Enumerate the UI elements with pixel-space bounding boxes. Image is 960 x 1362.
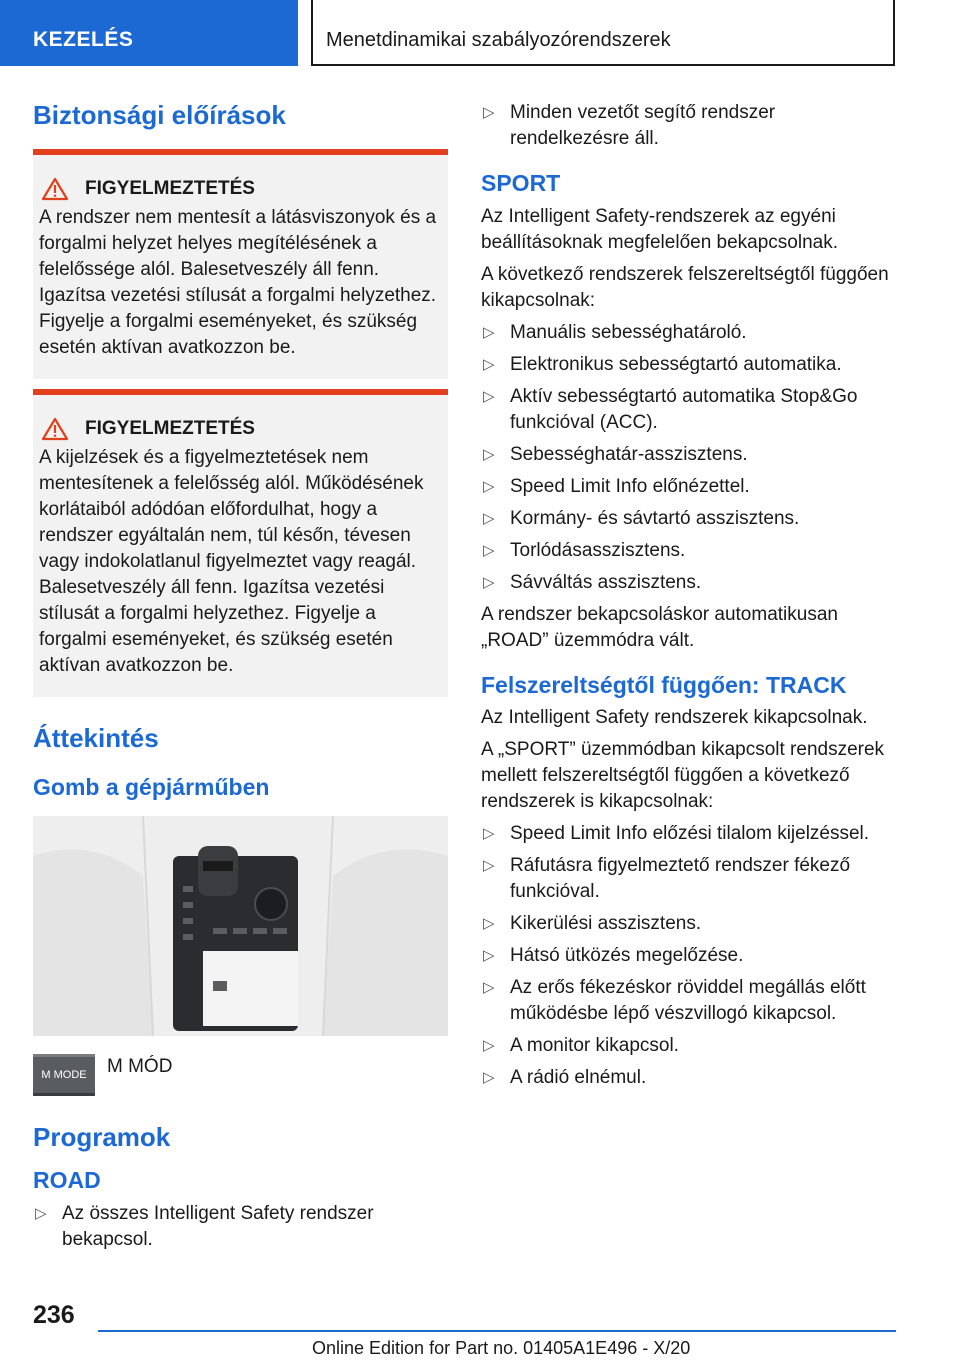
list-item: ▷ Minden vezetőt segítő rendszer rendelkezésre áll. bbox=[483, 102, 776, 149]
triangle-bullet-icon: ▷ bbox=[483, 979, 495, 997]
sport-paragraph-1: Az Intelligent Safety-rendszerek az egyéni beállításoknak megfelelően bekapcsolnak. bbox=[481, 205, 839, 253]
triangle-bullet-icon: ▷ bbox=[483, 509, 495, 527]
sport-paragraph-2: A következő rendszerek felszereltségtől függően kikapcsolnak: bbox=[481, 263, 889, 311]
triangle-bullet-icon: ▷ bbox=[483, 445, 495, 463]
warning-box-2 bbox=[33, 389, 448, 697]
right-column bbox=[481, 100, 896, 1097]
triangle-bullet-icon: ▷ bbox=[483, 1069, 495, 1087]
triangle-bullet-icon: ▷ bbox=[483, 573, 495, 591]
list-item: ▷ Ráfutásra figyelmeztető rendszer fékező funkcióval. bbox=[483, 855, 851, 903]
list-item: ▷ Kormány- és sávtartó asszisztens. bbox=[481, 506, 896, 532]
triangle-bullet-icon: ▷ bbox=[483, 355, 495, 373]
triangle-bullet-icon: ▷ bbox=[483, 387, 495, 405]
list-item: ▷ Sebességhatár-asszisztens. bbox=[481, 442, 896, 468]
left-column bbox=[33, 100, 448, 1259]
safety-heading: Biztonsági előírások bbox=[33, 100, 286, 130]
button-subheading: Gomb a gépjárműben bbox=[33, 774, 270, 801]
list-item: ▷ Hátsó ütközés megelőzése. bbox=[481, 943, 896, 969]
sport-list bbox=[481, 320, 896, 596]
mmode-label: M MÓD bbox=[107, 1055, 173, 1077]
list-item: ▷ A monitor kikapcsol. bbox=[481, 1033, 896, 1059]
triangle-bullet-icon: ▷ bbox=[483, 477, 495, 495]
overview-heading: Áttekintés bbox=[33, 723, 159, 754]
track-list bbox=[481, 821, 896, 1091]
warning-header bbox=[39, 417, 446, 441]
mmode-button-image: M MODE bbox=[33, 1054, 95, 1096]
warning-header bbox=[39, 177, 446, 201]
header-divider-right bbox=[893, 0, 895, 66]
triangle-bullet-icon: ▷ bbox=[483, 1037, 495, 1055]
triangle-bullet-icon: ▷ bbox=[483, 947, 495, 965]
mmode-row bbox=[33, 1054, 448, 1096]
sport-paragraph-3: A rendszer bekapcsoláskor automatikusan „ROAD” üzemmódra vált. bbox=[481, 603, 838, 651]
road-list bbox=[33, 1201, 448, 1253]
list-item: ▷ Kikerülési asszisztens. bbox=[481, 911, 896, 937]
list-item: ▷ Sávváltás asszisztens. bbox=[481, 570, 896, 596]
track-paragraph-1: Az Intelligent Safety rendszerek kikapcsolnak. bbox=[481, 707, 868, 729]
warning-triangle-icon bbox=[41, 417, 69, 441]
center-console-photo bbox=[33, 816, 448, 1036]
list-item: ▷ A rádió elnémul. bbox=[481, 1065, 896, 1091]
list-item: ▷ Elektronikus sebességtartó automatika. bbox=[481, 352, 896, 378]
list-item: ▷ Torlódásasszisztens. bbox=[481, 538, 896, 564]
triangle-bullet-icon: ▷ bbox=[483, 857, 495, 875]
list-item: ▷ Az összes Intelligent Safety rendszer bekapcsol. bbox=[35, 1202, 374, 1250]
section-title: Menetdinamikai szabályozórendszerek bbox=[326, 29, 671, 51]
warning-text: A rendszer nem mentesít a látásviszonyok és a forgalmi helyzet helyes megítélésének a felelőssége alól. Balesetveszély áll fenn. Igazítsa vezetési stílusát a forgalmi helyzethez. Figyelje a forgalmi eseményeket, és szükség esetén aktívan avatkozzon be. bbox=[39, 207, 437, 359]
list-item: ▷ Az erős fékezéskor röviddel megállás előtt működésbe lépő vészvillogó kikapcsol. bbox=[483, 977, 866, 1025]
edition-text: Online Edition for Part no. 01405A1E496 - X/20 bbox=[312, 1338, 691, 1358]
sport-heading: SPORT bbox=[481, 170, 561, 196]
list-item: ▷ Manuális sebességhatároló. bbox=[481, 320, 896, 346]
footer-rule bbox=[98, 1330, 896, 1332]
list-item: ▷ Speed Limit Info előnézettel. bbox=[481, 474, 896, 500]
triangle-bullet-icon: ▷ bbox=[35, 1204, 47, 1222]
header-underline bbox=[311, 64, 895, 66]
track-heading: Felszereltségtől függően: TRACK bbox=[481, 671, 847, 698]
page-number: 236 bbox=[33, 1301, 75, 1329]
road-list-continued bbox=[481, 100, 896, 152]
list-item: ▷ Speed Limit Info előzési tilalom kijelzéssel. bbox=[481, 821, 896, 847]
warning-box-1 bbox=[33, 149, 448, 379]
triangle-bullet-icon: ▷ bbox=[483, 915, 495, 933]
warning-title: FIGYELMEZTETÉS bbox=[85, 178, 255, 200]
list-item: ▷ Aktív sebességtartó automatika Stop&Go funkcióval (ACC). bbox=[483, 385, 858, 433]
chapter-tab: KEZELÉS bbox=[0, 0, 298, 66]
center-console-illustration bbox=[33, 816, 448, 1036]
triangle-bullet-icon: ▷ bbox=[483, 825, 495, 843]
warning-text: A kijelzések és a figyelmeztetések nem mentesítenek a felelősség alól. Működésének korlátaiból adódóan előfordulhat, hogy a rendszer egyáltalán nem, túl későn, tévesen vagy indokolatlanul figyelmeztet vagy reagál. Balesetveszély áll fenn. Igazítsa vezetési stílusát a forgalmi helyzethez. Figyelje a forgalmi eseményeket, és szükség esetén aktívan avatkozzon be. bbox=[39, 447, 424, 677]
warning-title: FIGYELMEZTETÉS bbox=[85, 418, 255, 440]
triangle-bullet-icon: ▷ bbox=[483, 323, 495, 341]
road-heading: ROAD bbox=[33, 1167, 101, 1194]
triangle-bullet-icon: ▷ bbox=[483, 104, 495, 121]
triangle-bullet-icon: ▷ bbox=[483, 541, 495, 559]
programs-heading: Programok bbox=[33, 1121, 171, 1152]
track-paragraph-2: A „SPORT” üzemmódban kikapcsolt rendszerek mellett felszereltségtől függően a következő rendszerek is kikapcsolnak: bbox=[481, 739, 885, 813]
warning-triangle-icon bbox=[41, 177, 69, 201]
header-divider bbox=[311, 0, 313, 66]
